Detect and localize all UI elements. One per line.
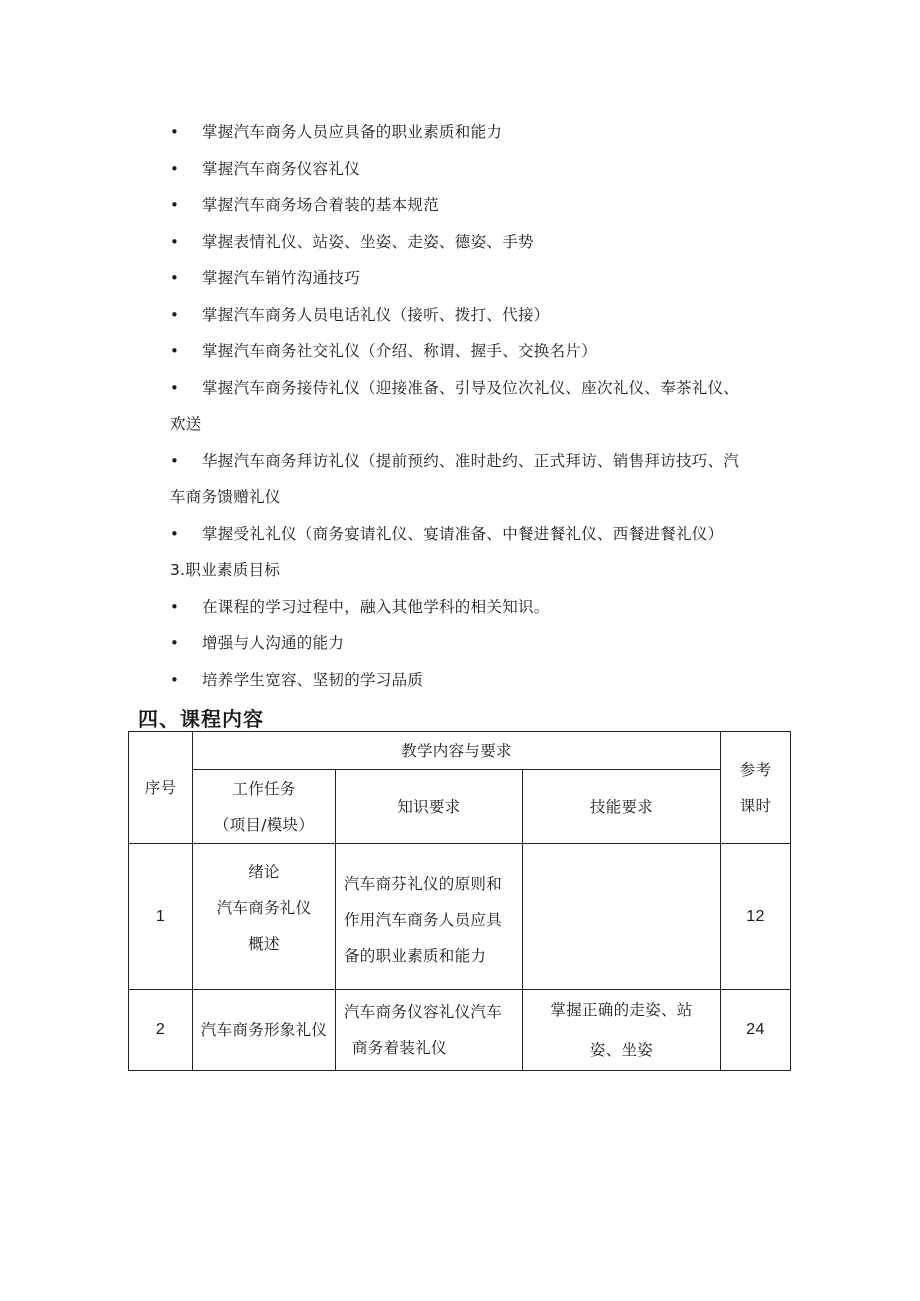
header-knowledge: 知识要求 — [336, 770, 523, 844]
bullet-icon: • — [170, 597, 180, 616]
table-header-row — [129, 770, 791, 844]
list-item: • 掌握汽车商务接侍礼仪（迎接准备、引导及位次礼仪、座次礼仪、奉茶礼仪、 欢送 — [170, 370, 800, 443]
table-header-row — [129, 732, 791, 770]
bullet-icon: • — [170, 269, 180, 287]
list-item: • 掌握汽车商务场合着装的基本规范 — [170, 187, 800, 224]
bullet-icon: • — [170, 378, 180, 397]
header-index: 序号 — [129, 732, 193, 844]
section-title: 四、课程内容 — [138, 707, 264, 731]
row-hours: 12 — [721, 844, 791, 990]
row-hours: 24 — [721, 990, 791, 1071]
bullet-icon: • — [170, 524, 180, 543]
bullet-icon: • — [170, 123, 180, 141]
bullet-icon: • — [170, 159, 180, 178]
bullet-icon: • — [170, 634, 180, 652]
bullet-icon: • — [170, 342, 180, 360]
table-row — [129, 990, 791, 1071]
row-task: 绪论 汽车商务礼仪 概述 — [193, 844, 336, 990]
bullet-icon: • — [170, 196, 180, 214]
list-item: • 增强与人沟通的能力 — [170, 625, 800, 662]
row-task: 汽车商务形象礼仪 — [193, 990, 336, 1071]
bullet-icon: • — [170, 451, 180, 470]
list-item: • 华握汽车商务拜访礼仪（提前预约、准时赴约、正式拜访、销售拜访技巧、汽 车商务馈赠礼仪 — [170, 443, 800, 516]
row-skills — [523, 844, 721, 990]
list-item: • 掌握汽车商务人员应具备的职业素质和能力 — [170, 114, 800, 151]
course-content-table — [128, 731, 791, 1071]
list-item: • 掌握汽车商务人员电话礼仪（接听、拨打、代接） — [170, 297, 800, 334]
row-index: 1 — [129, 844, 193, 990]
list-item: • 培养学生宽容、坚韧的学习品质 — [170, 662, 800, 699]
bullet-icon: • — [170, 305, 180, 324]
header-hours: 参考 课时 — [721, 732, 791, 844]
list-item: • 掌握表情礼仪、站姿、坐姿、走姿、德姿、手势 — [170, 224, 800, 261]
list-item: • 在课程的学习过程中，融入其他学科的相关知识。 — [170, 589, 800, 626]
row-knowledge: 汽车商芬礼仪的原则和 作用汽车商务人员应具 备的职业素质和能力 — [336, 844, 523, 990]
bullet-icon: • — [170, 670, 180, 689]
list-item: • 掌握汽车商务仪容礼仪 — [170, 151, 800, 188]
objectives-list — [170, 114, 800, 698]
row-index: 2 — [129, 990, 193, 1071]
row-skills: 掌握正确的走姿、站 姿、坐姿 — [523, 990, 721, 1071]
table-row — [129, 844, 791, 990]
header-task: 工作任务 （项目/模块） — [193, 770, 336, 844]
header-skills: 技能要求 — [523, 770, 721, 844]
list-item: • 掌握汽车商务社交礼仪（介绍、称谓、握手、交换名片） — [170, 333, 800, 370]
list-item: • 掌握受礼礼仪（商务宴请礼仪、宴请准备、中餐进餐礼仪、西餐进餐礼仪） — [170, 516, 800, 553]
header-content-group: 教学内容与要求 — [193, 732, 721, 770]
row-knowledge: 汽车商务仪容礼仪汽车 商务着装礼仪 — [336, 990, 523, 1071]
bullet-icon: • — [170, 232, 180, 251]
list-item: • 掌握汽车销竹沟通技巧 — [170, 260, 800, 297]
subheading-professional-goals: 3.职业素质目标 — [170, 561, 281, 579]
